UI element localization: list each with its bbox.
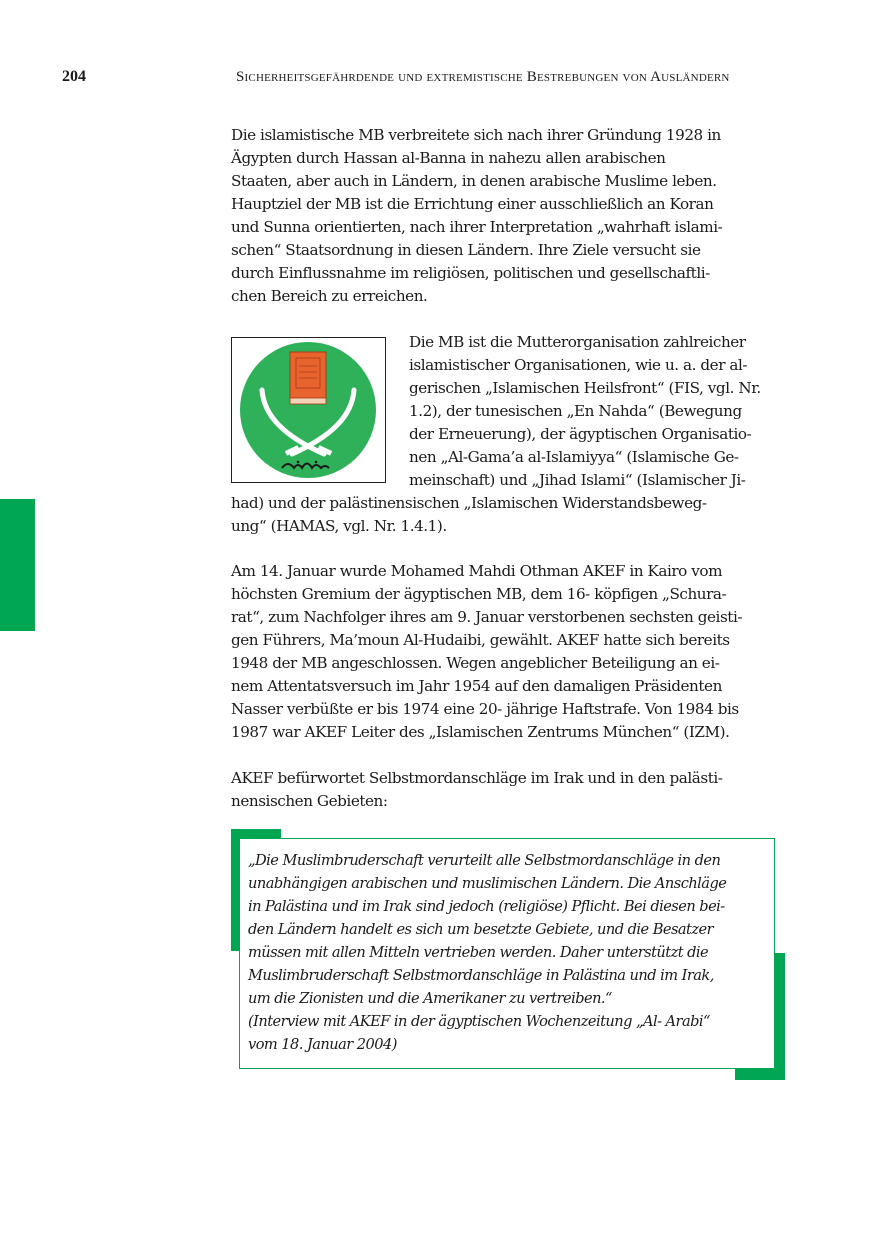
- paragraph-mb-mother-org: [409, 331, 787, 492]
- text-line: durch Einflussnahme im religiösen, politischen und gesellschaftli-: [231, 264, 710, 282]
- quote-line: den Ländern handelt es sich um besetzte Gebiete, und die Besatzer: [248, 921, 714, 938]
- quote-line: Muslimbruderschaft Selbstmordanschläge in Palästina und im Irak,: [248, 967, 714, 984]
- paragraph-akef-position: [231, 767, 787, 813]
- running-header: Sicherheitsgefährdende und extremistische Bestrebungen von Ausländern: [236, 69, 730, 85]
- text-line: Staaten, aber auch in Ländern, in denen arabische Muslime leben.: [231, 172, 717, 190]
- paragraph-akef-election: [231, 560, 787, 744]
- text-line: Nasser verbüßte er bis 1974 eine 20- jährige Haftstrafe. Von 1984 bis: [231, 700, 739, 718]
- quote-line: in Palästina und im Irak sind jedoch (religiöse) Pflicht. Bei diesen bei-: [248, 898, 725, 915]
- text-line: had) und der palästinensischen „Islamischen Widerstandsbeweg-: [231, 494, 707, 512]
- text-line: gerischen „Islamischen Heilsfront“ (FIS, vgl. Nr.: [409, 379, 761, 397]
- quote-line: um die Zionisten und die Amerikaner zu vertreiben.“: [248, 990, 612, 1007]
- quote-text: [248, 849, 768, 1056]
- muslim-brotherhood-logo: [231, 337, 386, 483]
- muslim-brotherhood-emblem-icon: [232, 338, 385, 482]
- text-line: AKEF befürwortet Selbstmordanschläge im Irak und in den palästi-: [231, 769, 723, 787]
- text-line: 1.2), der tunesischen „En Nahda“ (Bewegung: [409, 402, 742, 420]
- text-line: der Erneuerung), der ägyptischen Organisatio-: [409, 425, 752, 443]
- text-line: 1948 der MB angeschlossen. Wegen angeblicher Beteiligung an ei-: [231, 654, 720, 672]
- quote-citation-line: vom 18. Januar 2004): [248, 1036, 397, 1053]
- text-line: islamistischer Organisationen, wie u. a. der al-: [409, 356, 748, 374]
- text-line: höchsten Gremium der ägyptischen MB, dem 16- köpfigen „Schura-: [231, 585, 727, 603]
- text-line: nem Attentatsversuch im Jahr 1954 auf den damaligen Präsidenten: [231, 677, 722, 695]
- text-line: nen „Al-Gama’a al-Islamiyya“ (Islamische Ge-: [409, 448, 739, 466]
- text-line: meinschaft) und „Jihad Islami“ (Islamischer Ji-: [409, 471, 746, 489]
- text-line: Die MB ist die Mutterorganisation zahlreicher: [409, 333, 746, 351]
- chapter-side-tab: [0, 499, 35, 631]
- quote-citation-line: (Interview mit AKEF in der ägyptischen Wochenzeitung „Al- Arabi“: [248, 1013, 710, 1030]
- text-line: gen Führers, Ma’moun Al-Hudaibi, gewählt. AKEF hatte sich bereits: [231, 631, 730, 649]
- page-number: 204: [62, 68, 86, 85]
- text-line: 1987 war AKEF Leiter des „Islamischen Zentrums München“ (IZM).: [231, 723, 730, 741]
- quote-line: müssen mit allen Mitteln vertrieben werden. Daher unterstützt die: [248, 944, 709, 961]
- text-line: ung“ (HAMAS, vgl. Nr. 1.4.1).: [231, 517, 447, 535]
- text-line: und Sunna orientierten, nach ihrer Interpretation „wahrhaft islami-: [231, 218, 723, 236]
- text-line: Die islamistische MB verbreitete sich nach ihrer Gründung 1928 in: [231, 126, 721, 144]
- quote-line: „Die Muslimbruderschaft verurteilt alle Selbstmordanschläge in den: [248, 852, 721, 869]
- text-line: Hauptziel der MB ist die Errichtung einer ausschließlich an Koran: [231, 195, 714, 213]
- paragraph-mb-history: [231, 124, 787, 308]
- text-line: Ägypten durch Hassan al-Banna in nahezu allen arabischen: [231, 149, 666, 167]
- paragraph-mb-mother-org-continued: [231, 492, 787, 538]
- text-line: schen“ Staatsordnung in diesen Ländern. Ihre Ziele versucht sie: [231, 241, 701, 259]
- text-line: nensischen Gebieten:: [231, 792, 388, 810]
- text-line: chen Bereich zu erreichen.: [231, 287, 428, 305]
- quote-line: unabhängigen arabischen und muslimischen Ländern. Die Anschläge: [248, 875, 727, 892]
- text-line: rat“, zum Nachfolger ihres am 9. Januar verstorbenen sechsten geisti-: [231, 608, 743, 626]
- text-line: Am 14. Januar wurde Mohamed Mahdi Othman AKEF in Kairo vom: [231, 562, 723, 580]
